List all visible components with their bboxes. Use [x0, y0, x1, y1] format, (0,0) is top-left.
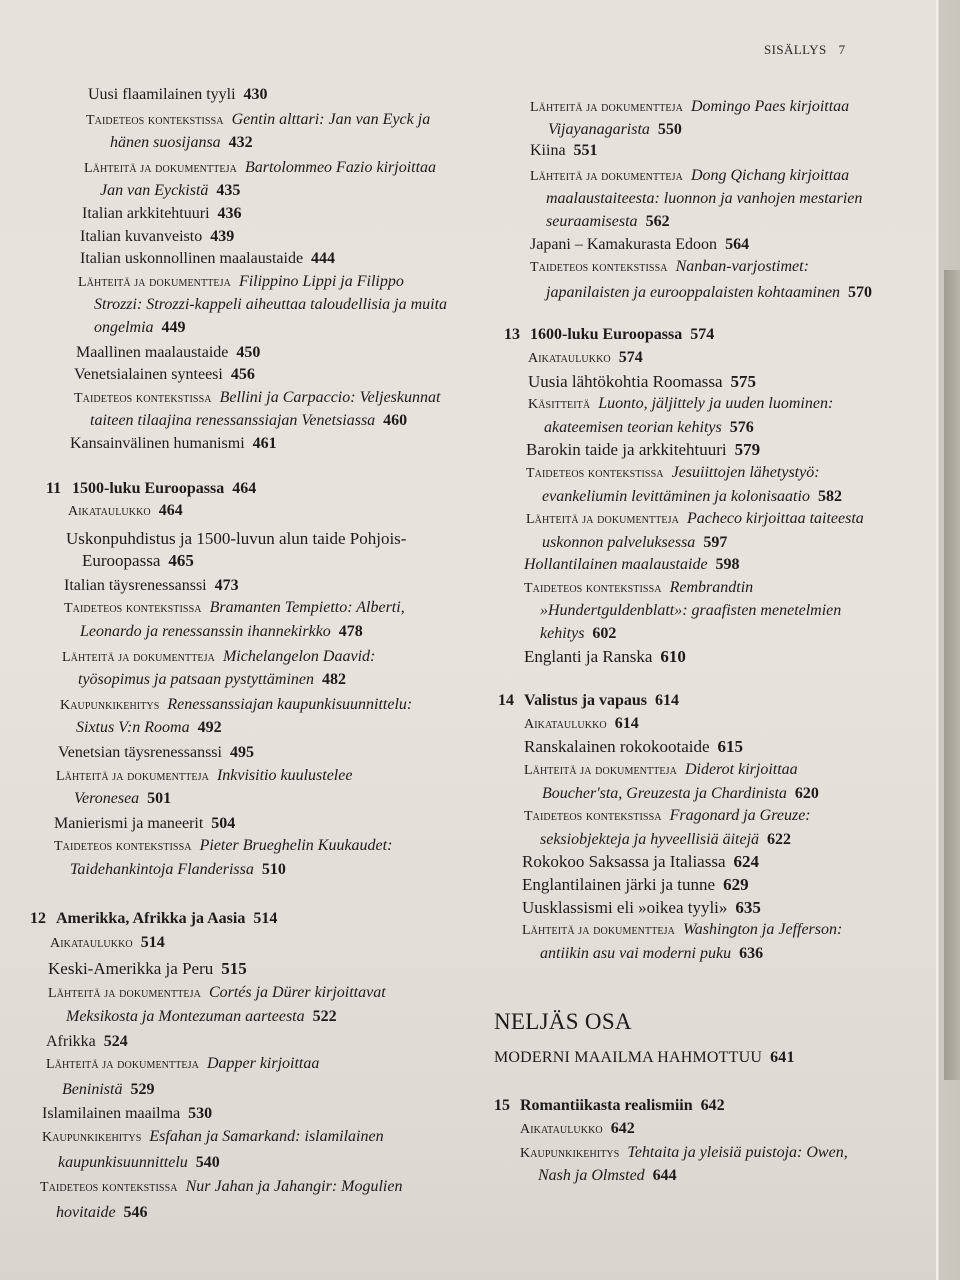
entry-page: 582	[817, 487, 842, 505]
entry-title: Leonardo ja renessanssin ihannekirkko	[80, 623, 331, 641]
toc-entry-cont	[94, 317, 534, 340]
entry-page: 579	[734, 440, 761, 460]
entry-title: Pieter Brueghelin Kuukaudet:	[199, 837, 393, 855]
entry-title: Nanban-varjostimet:	[675, 258, 809, 276]
entry-page: 615	[717, 737, 744, 757]
entry-page: 546	[123, 1203, 148, 1221]
toc-entry[interactable]	[526, 462, 946, 486]
toc-entry[interactable]	[524, 577, 944, 601]
entry-title: Vijayanagarista	[548, 120, 650, 138]
entry-page: 570	[848, 283, 873, 301]
entry-kicker: Aikataulukko	[50, 936, 133, 952]
entry-title: Italian kuvanveisto	[80, 227, 203, 245]
toc-entry[interactable]	[74, 364, 514, 387]
toc-entry-cont	[546, 211, 960, 234]
entry-page: 602	[592, 625, 617, 643]
toc-entry-cont	[74, 788, 514, 811]
entry-page: 575	[730, 371, 757, 391]
entry-title: Nash ja Olmsted	[538, 1167, 645, 1185]
entry-page: 436	[217, 204, 242, 222]
toc-entry[interactable]	[56, 765, 496, 789]
toc-entry-cont	[540, 943, 960, 966]
toc-entry-cont	[538, 1165, 958, 1188]
toc-entry-cont	[546, 282, 960, 305]
entry-title: kaupunkisuunnittelu	[58, 1153, 188, 1171]
entry-kicker: Kaupunkikehitys	[520, 1145, 620, 1161]
entry-kicker: Taideteos kontekstissa	[526, 465, 664, 481]
entry-page: 495	[229, 744, 254, 762]
chapter-number: 14	[498, 692, 514, 710]
toc-entry-cont	[94, 294, 534, 317]
toc-entry[interactable]	[54, 835, 494, 859]
toc-entry[interactable]	[520, 1118, 940, 1142]
entry-kicker: Taideteos kontekstissa	[524, 580, 662, 596]
toc-entry[interactable]	[528, 347, 948, 371]
entry-title: seksiobjekteja ja hyveellisiä äitejä	[540, 830, 760, 848]
toc-entry[interactable]	[526, 508, 946, 532]
toc-entry[interactable]	[524, 713, 944, 737]
entry-kicker: Taideteos kontekstissa	[86, 112, 224, 128]
toc-entry[interactable]	[82, 203, 522, 226]
entry-title: Dong Qichang kirjoittaa	[690, 166, 850, 184]
entry-page: 460	[383, 412, 408, 430]
entry-title: kehitys	[540, 625, 585, 643]
chapter-title: Romantiikasta realismiin	[520, 1097, 693, 1115]
entry-title: Jan van Eyckistä	[100, 182, 209, 200]
toc-entry-cont	[70, 859, 510, 882]
entry-page: 614	[614, 714, 639, 732]
toc-entry[interactable]	[522, 897, 942, 920]
entry-title: Uusia lähtökohtia Roomassa	[528, 371, 723, 391]
entry-title: Nur Jahan ja Jahangir: Mogulien	[185, 1178, 403, 1196]
entry-title: ongelmia	[94, 318, 154, 336]
entry-kicker: Lähteitä ja dokumentteja	[84, 160, 237, 176]
entry-title: uskonnon palveluksessa	[542, 533, 696, 551]
toc-entry-cont	[62, 1079, 502, 1102]
part-title: NELJÄS OSA	[494, 1009, 632, 1035]
entry-title: Afrikka	[46, 1032, 96, 1050]
entry-title: antiikin asu vai moderni puku	[540, 944, 732, 962]
entry-title: taiteen tilaajina renessanssiajan Venetsiassa	[90, 412, 376, 430]
toc-entry[interactable]	[530, 234, 950, 257]
toc-entry[interactable]	[80, 248, 520, 271]
toc-entry[interactable]	[42, 1126, 482, 1150]
entry-page: 644	[652, 1167, 677, 1185]
toc-entry-cont	[78, 669, 518, 692]
chapter-page: 614	[655, 692, 680, 710]
chapter-page: 464	[232, 479, 257, 497]
toc-entry-cont	[100, 180, 540, 203]
entry-title: Pacheco kirjoittaa taiteesta	[686, 510, 864, 528]
chapter-page: 514	[253, 909, 278, 927]
toc-left-column	[20, 84, 460, 1221]
toc-entry[interactable]	[522, 919, 942, 943]
entry-kicker: Lähteitä ja dokumentteja	[56, 768, 209, 784]
entry-title: Fragonard ja Greuze:	[669, 807, 811, 825]
entry-kicker: Kaupunkikehitys	[60, 697, 160, 713]
entry-title: Barokin taide ja arkkitehtuuri	[526, 440, 727, 460]
toc-entry[interactable]	[522, 851, 942, 874]
entry-page: 482	[321, 671, 346, 689]
entry-title: Keski-Amerikka ja Peru	[48, 958, 214, 978]
entry-title: Kansainvälinen humanismi	[70, 434, 245, 452]
toc-entry-cont	[542, 783, 960, 806]
entry-page: 530	[188, 1105, 213, 1123]
toc-entry[interactable]	[64, 575, 504, 598]
toc-entry-cont	[540, 829, 960, 852]
toc-entry[interactable]	[524, 554, 944, 577]
toc-entry[interactable]	[50, 932, 490, 956]
entry-page: 597	[703, 533, 728, 551]
toc-entry-cont	[544, 417, 960, 440]
entry-title: Uusi flaamilainen tyyli	[88, 86, 236, 103]
entry-page: 622	[767, 830, 792, 848]
entry-title: Cortés ja Dürer kirjoittavat	[208, 984, 386, 1002]
toc-entry-cont	[76, 717, 516, 740]
toc-right-column	[494, 96, 914, 1188]
entry-title: Dapper kirjoittaa	[206, 1055, 320, 1073]
entry-kicker: Aikataulukko	[68, 504, 151, 520]
entry-page: 524	[103, 1032, 128, 1050]
toc-entry[interactable]	[530, 256, 950, 280]
toc-chapter-12[interactable]	[30, 908, 460, 931]
entry-title: Maallinen maalaustaide	[76, 343, 229, 361]
entry-kicker: Kaupunkikehitys	[42, 1129, 142, 1145]
entry-kicker: Taideteos kontekstissa	[74, 390, 212, 406]
entry-kicker: Aikataulukko	[524, 716, 607, 732]
entry-title: seuraamisesta	[546, 212, 638, 230]
chapter-number: 13	[504, 326, 520, 344]
entry-kicker: Taideteos kontekstissa	[64, 601, 202, 617]
entry-title: Uskonpuhdistus ja 1500-luvun alun taide Pohjois-	[66, 528, 407, 548]
toc-entry[interactable]	[68, 500, 508, 524]
entry-kicker: Taideteos kontekstissa	[530, 260, 668, 276]
entry-kicker: Lähteitä ja dokumentteja	[522, 923, 675, 939]
entry-title: Veronesea	[74, 790, 140, 808]
toc-entry-cont	[90, 410, 530, 433]
toc-entry-cont	[546, 188, 960, 211]
toc-entry[interactable]	[528, 393, 948, 417]
entry-page: 439	[210, 227, 235, 245]
entry-title: Michelangelon Daavid:	[222, 647, 376, 665]
chapter-title: Valistus ja vapaus	[524, 692, 648, 710]
entry-title: Hollantilainen maalaustaide	[524, 556, 708, 574]
entry-title: Meksikosta ja Montezuman aarteesta	[66, 1007, 305, 1025]
entry-page: 529	[130, 1080, 155, 1098]
toc-entry[interactable]	[78, 271, 518, 295]
entry-title: Washington ja Jefferson:	[682, 921, 843, 939]
chapter-title: Amerikka, Afrikka ja Aasia	[56, 909, 246, 927]
entry-page: 473	[214, 576, 239, 594]
entry-title: maalaustaiteesta: luonnon ja vanhojen mestarien	[546, 190, 863, 208]
entry-kicker: Lähteitä ja dokumentteja	[48, 986, 201, 1002]
entry-page: 435	[216, 182, 241, 200]
toc-entry[interactable]	[58, 742, 498, 765]
toc-entry[interactable]	[530, 165, 950, 189]
entry-title: Beninistä	[62, 1080, 123, 1098]
toc-entry-cont	[542, 486, 960, 509]
chapter-number: 15	[494, 1097, 510, 1115]
toc-entry[interactable]	[84, 157, 524, 181]
running-head	[764, 42, 845, 58]
toc-entry[interactable]	[522, 874, 942, 897]
chapter-number: 12	[30, 909, 46, 927]
entry-page: 522	[312, 1007, 337, 1025]
entry-page: 464	[158, 502, 183, 520]
entry-title: akateemisen teorian kehitys	[544, 418, 722, 436]
entry-kicker: Lähteitä ja dokumentteja	[530, 168, 683, 184]
entry-title: Domingo Paes kirjoittaa	[690, 98, 850, 115]
toc-entry[interactable]	[80, 226, 520, 249]
entry-title: Venetsian täysrenessanssi	[58, 744, 222, 762]
toc-entry[interactable]	[88, 84, 528, 107]
entry-title: Euroopassa	[82, 551, 161, 571]
entry-title: »Hundertguldenblatt»: graafisten menetelmien	[540, 602, 842, 620]
entry-title: Rembrandtin	[669, 578, 754, 596]
entry-title: Kiina	[530, 142, 566, 160]
toc-entry-cont	[66, 1006, 506, 1029]
toc-entry-cont	[82, 550, 522, 573]
entry-title: työsopimus ja patsaan pystyttäminen	[78, 671, 314, 689]
chapter-page: 642	[700, 1097, 725, 1115]
entry-page: 492	[197, 719, 222, 737]
entry-kicker: Taideteos kontekstissa	[54, 839, 192, 855]
entry-title: Tehtaita ja yleisiä puistoja: Owen,	[627, 1143, 848, 1161]
chapter-page: 574	[690, 326, 715, 344]
entry-page: 444	[311, 250, 336, 268]
entry-page: 432	[228, 134, 253, 152]
toc-entry[interactable]	[524, 759, 944, 783]
entry-title: Filippino Lippi ja Filippo	[238, 272, 404, 290]
entry-title: Englanti ja Ranska	[524, 646, 653, 666]
toc-entry[interactable]	[526, 439, 946, 462]
entry-page: 610	[660, 646, 686, 666]
entry-page: 598	[715, 556, 740, 574]
toc-entry[interactable]	[40, 1176, 480, 1200]
entry-title: Bramanten Tempietto: Alberti,	[209, 599, 405, 617]
toc-entry-cont	[110, 132, 550, 155]
entry-page: 574	[618, 348, 643, 366]
entry-page: 564	[725, 235, 750, 253]
entry-page: 635	[735, 897, 761, 917]
toc-entry-cont	[542, 532, 960, 555]
entry-page: 562	[645, 212, 670, 230]
entry-title: Inkvisitio kuulustelee	[216, 766, 353, 784]
entry-title: Uusklassismi eli »oikea tyyli»	[522, 897, 728, 917]
entry-page: 449	[161, 318, 186, 336]
entry-page: 576	[729, 418, 754, 436]
entry-page: 514	[140, 934, 165, 952]
entry-title: Japani – Kamakurasta Edoon	[530, 235, 718, 253]
entry-title: hovitaide	[56, 1203, 116, 1221]
page-number: 7	[838, 42, 846, 57]
entry-kicker: Taideteos kontekstissa	[40, 1180, 178, 1196]
entry-title: Bellini ja Carpaccio: Veljeskunnat	[219, 388, 441, 406]
toc-entry[interactable]	[42, 1103, 482, 1126]
chapter-title: 1600-luku Euroopassa	[530, 326, 683, 344]
entry-page: 551	[573, 142, 598, 160]
toc-entry[interactable]	[524, 646, 944, 669]
entry-page: 456	[230, 366, 255, 384]
entry-kicker: Lähteitä ja dokumentteja	[530, 100, 683, 115]
toc-chapter-14[interactable]	[498, 690, 914, 713]
entry-page: 540	[195, 1153, 220, 1171]
entry-title: evankeliumin levittäminen ja kolonisaatio	[542, 487, 810, 505]
entry-page: 430	[243, 86, 268, 103]
entry-page: 450	[236, 343, 261, 361]
entry-kicker: Lähteitä ja dokumentteja	[62, 649, 215, 665]
toc-entry[interactable]	[66, 528, 506, 551]
toc-entry[interactable]	[530, 96, 950, 120]
toc-entry[interactable]	[64, 597, 504, 621]
toc-entry-cont	[548, 119, 960, 142]
toc-entry[interactable]	[528, 371, 948, 394]
toc-entry[interactable]	[62, 646, 502, 670]
entry-title: Renessanssiajan kaupunkisuunnittelu:	[167, 695, 413, 713]
entry-page: 504	[211, 814, 236, 832]
toc-entry[interactable]	[530, 140, 950, 163]
entry-kicker: Lähteitä ja dokumentteja	[78, 274, 231, 290]
entry-kicker: Aikataulukko	[520, 1121, 603, 1137]
entry-title: Englantilainen järki ja tunne	[522, 875, 716, 894]
entry-title: Luonto, jäljittely ja uuden luominen:	[598, 395, 834, 413]
entry-kicker: Lähteitä ja dokumentteja	[46, 1057, 199, 1073]
running-head-title: SISÄLLYS	[764, 42, 827, 57]
entry-title: Bartolommeo Fazio kirjoittaa	[244, 158, 437, 176]
entry-title: Boucher'sta, Greuzesta ja Chardinista	[542, 784, 787, 802]
toc-entry-cont	[540, 600, 960, 623]
entry-title: Italian täysrenessanssi	[64, 576, 207, 594]
entry-kicker: Lähteitä ja dokumentteja	[524, 763, 677, 779]
entry-page: 624	[733, 852, 759, 872]
entry-title: Rokokoo Saksassa ja Italiassa	[522, 852, 726, 872]
entry-page: 550	[657, 120, 682, 138]
toc-entry[interactable]	[520, 1142, 940, 1166]
toc-entry[interactable]	[46, 1053, 486, 1077]
toc-entry[interactable]	[86, 109, 526, 133]
entry-kicker: Aikataulukko	[528, 350, 611, 366]
entry-title: Islamilainen maailma	[42, 1105, 181, 1123]
chapter-title: 1500-luku Euroopassa	[72, 479, 225, 497]
part-subtitle-text: MODERNI MAAILMA HAHMOTTUU	[494, 1049, 763, 1067]
entry-page: 510	[261, 861, 286, 878]
entry-title: Venetsialainen synteesi	[74, 366, 223, 384]
toc-entry[interactable]	[54, 813, 494, 836]
toc-entry-cont	[540, 623, 960, 646]
entry-title: Gentin alttari: Jan van Eyck ja	[231, 110, 431, 128]
entry-kicker: Taideteos kontekstissa	[524, 809, 662, 825]
entry-page: 642	[610, 1119, 635, 1137]
toc-entry[interactable]	[60, 694, 500, 718]
toc-chapter-13[interactable]	[504, 324, 914, 347]
toc-entry-cont	[80, 621, 520, 644]
entry-page: 620	[794, 784, 819, 802]
toc-entry-cont	[58, 1152, 498, 1175]
entry-page: 515	[221, 958, 247, 978]
toc-entry[interactable]	[524, 736, 944, 759]
entry-page: 629	[723, 875, 749, 894]
entry-title: Diderot kirjoittaa	[684, 761, 798, 779]
toc-entry[interactable]	[74, 387, 514, 411]
entry-title: Ranskalainen rokokootaide	[524, 737, 710, 757]
toc-chapter-15[interactable]	[494, 1095, 914, 1118]
entry-title: Jesuiittojen lähetystyö:	[671, 463, 820, 481]
toc-entry-cont	[56, 1202, 496, 1225]
toc-entry[interactable]	[70, 433, 510, 456]
entry-page: 478	[338, 623, 363, 641]
entry-title: Sixtus V:n Rooma	[76, 719, 190, 737]
entry-title: Strozzi: Strozzi-kappeli aiheuttaa taloudellisia ja muita	[94, 296, 448, 314]
entry-title: Taidehankintoja Flanderissa	[70, 861, 254, 878]
entry-title: Esfahan ja Samarkand: islamilainen	[149, 1127, 384, 1145]
entry-title: hänen suosijansa	[110, 134, 221, 152]
entry-page: 636	[739, 944, 764, 962]
toc-chapter-11[interactable]	[46, 478, 460, 501]
toc-entry[interactable]	[76, 342, 516, 365]
toc-entry[interactable]	[48, 958, 488, 981]
entry-page: 465	[168, 551, 194, 571]
entry-title: Manierismi ja maneerit	[54, 814, 204, 832]
part-subtitle[interactable]	[494, 1047, 914, 1069]
entry-title: japanilaisten ja eurooppalaisten kohtaaminen	[546, 283, 841, 301]
chapter-number: 11	[46, 479, 62, 497]
entry-page: 461	[252, 434, 277, 452]
entry-kicker: Lähteitä ja dokumentteja	[526, 512, 679, 528]
toc-entry[interactable]	[524, 805, 944, 829]
entry-page: 501	[147, 790, 172, 808]
part-page: 641	[770, 1049, 795, 1067]
toc-entry[interactable]	[48, 982, 488, 1006]
toc-entry[interactable]	[46, 1031, 486, 1054]
entry-title: Italian uskonnollinen maalaustaide	[80, 250, 304, 268]
entry-kicker: Käsitteitä	[528, 397, 591, 413]
entry-title: Italian arkkitehtuuri	[82, 204, 210, 222]
